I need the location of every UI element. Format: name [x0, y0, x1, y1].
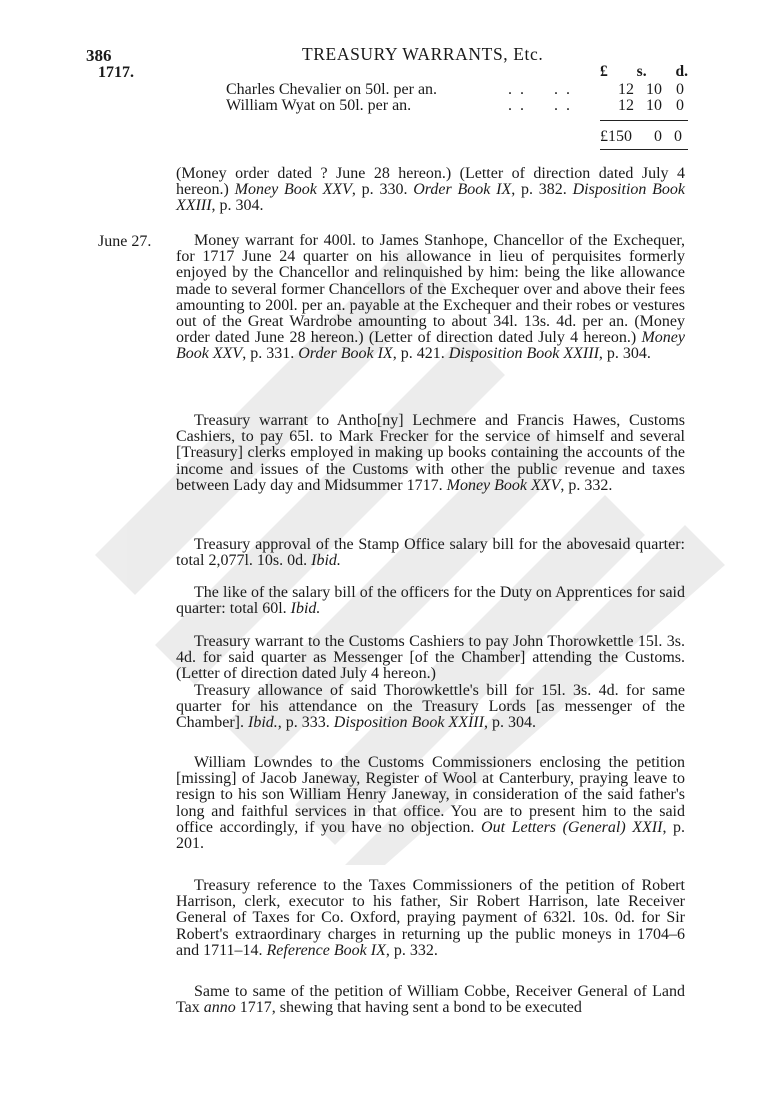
- row-name: William Wyat on 50l. per an.: [226, 97, 412, 114]
- page-ref: , p. 382.: [511, 181, 567, 199]
- total-pence: 0: [674, 128, 682, 145]
- row-pence: 0: [676, 97, 684, 114]
- amount-column-headers: [600, 63, 688, 81]
- book-reference: Ibid.: [290, 600, 321, 618]
- entry-text: 1717, shewing that having sent a bond to be executed: [239, 999, 582, 1017]
- book-reference: Disposition Book XXIII: [448, 345, 599, 363]
- total-shillings: 0: [654, 128, 662, 145]
- book-reference: Order Book IX: [413, 181, 512, 199]
- table-row: [226, 97, 688, 117]
- sum-rule-bottom: [600, 149, 688, 150]
- book-reference: Disposition Book XXIII: [333, 714, 484, 732]
- entry-paragraph: [176, 537, 685, 569]
- page-ref: , p. 304.: [483, 714, 536, 732]
- page-ref: , p. 331.: [242, 345, 295, 363]
- entry-paragraph: [176, 166, 685, 215]
- book-reference: Order Book IX: [298, 345, 393, 363]
- row-shillings: 10: [646, 81, 662, 98]
- row-name: Charles Chevalier on 50l. per an.: [226, 81, 438, 98]
- row-dots: . .: [554, 81, 572, 98]
- entry-text: Treasury warrant to the Customs Cashiers to pay John Thorowkettle 15l. 3s. 4d. for said quarter as Messenger [of the Chamber] attending the Customs. (Letter of direction dated July 4 hereon.): [176, 633, 685, 683]
- page-ref: , p. 330.: [351, 181, 408, 199]
- row-pence: 0: [676, 81, 684, 98]
- page-ref: , p. 421.: [392, 345, 445, 363]
- page-ref: , p. 304.: [211, 197, 264, 215]
- book-reference: Ibid.: [247, 714, 278, 732]
- book-reference: Disposition Book XXIII: [176, 181, 686, 215]
- page-number: 386: [86, 46, 112, 65]
- entry-text: Money warrant for 400l. to James Stanhope, Chancellor of the Exchequer, for 1717 June 24 quarter on his allowance in lieu of perquisites formerly enjoyed by the Chancellor and relinquished by him: being the like allowance made to several former Chancellors of the Exchequer over and above their fees amounting to 200l. per an. payable at the Exchequer and their robes or vestures out of the Great Wardrobe amounting to about 34l. 13s. 4d. per an. (Money order dated June 28 hereon.) (Letter of direction dated July 4 hereon.): [176, 232, 685, 347]
- entry-paragraph: [176, 755, 685, 852]
- entry-text: Treasury allowance of said Thorowkettle's bill for 15l. 3s. 4d. for same quarter for his attendance on the Treasury Lords [as messenger of the Chamber].: [176, 681, 685, 732]
- row-pounds: 12: [618, 81, 634, 98]
- latin-term: anno: [203, 999, 236, 1017]
- book-reference: Money Book XXV: [446, 476, 561, 494]
- entry-paragraph: [176, 984, 685, 1016]
- entry-paragraph: [176, 585, 685, 617]
- book-reference: Money Book XXV: [234, 181, 352, 199]
- page-ref: , p. 201.: [176, 818, 686, 853]
- running-head-title: TREASURY WARRANTS, Etc.: [302, 44, 544, 64]
- row-dots: . .: [508, 81, 526, 98]
- entry-paragraph: [176, 233, 685, 363]
- entry-text: (Money order dated ? June 28 hereon.) (Letter of direction dated July 4 hereon.): [176, 165, 685, 199]
- page-ref: , p. 333.: [277, 714, 330, 732]
- row-pounds: 12: [618, 97, 634, 114]
- book-reference: Out Letters (General) XXII: [481, 818, 663, 836]
- page-ref: , p. 332.: [385, 941, 438, 959]
- col-pounds: £: [600, 63, 608, 80]
- entry-text: The like of the salary bill of the officers for the Duty on Apprentices for said quarter: total 60l.: [176, 584, 685, 618]
- entry-text: Treasury reference to the Taxes Commissioners of the petition of Robert Harrison, clerk, executor to his father, Sir Robert Harrison, late Receiver General of Taxes for Co. Oxford, praying payment of 632l. 10s. 0d. for Sir Robert's extraordinary charges in returning up the public moneys in 1704–6 and 1711–14.: [176, 877, 685, 959]
- entry-text: William Lowndes to the Customs Commissioners enclosing the petition [missing] of Jacob Janeway, Register of Wool at Canterbury, praying leave to resign to his son William Henry Janeway, in consideration of the said father's long and faithful services in that office. You are to present him to the said office accordingly, if you have no objection.: [176, 754, 685, 836]
- entry-text: Same to same of the petition of William Cobbe, Receiver General of Land Tax: [176, 983, 685, 1017]
- col-pence: d.: [675, 63, 688, 80]
- entry-text: Treasury approval of the Stamp Office salary bill for the abovesaid quarter: total 2,077l. 10s. 0d.: [176, 536, 685, 570]
- row-dots: . .: [554, 97, 572, 114]
- entry-paragraph: [176, 413, 685, 494]
- entry-text: Treasury warrant to Antho[ny] Lechmere and Francis Hawes, Customs Cashiers, to pay 65l. to Mark Frecker for the service of himself and several [Treasury] clerks employed in making up books containing the accounts of the income and issues of the Customs with other the public revenue and taxes between Lady day and Midsummer 1717.: [176, 412, 685, 494]
- page-ref: , p. 304.: [598, 345, 651, 363]
- entry-paragraph: [176, 634, 685, 731]
- total-pounds: £150: [600, 128, 632, 145]
- book-reference: Ibid.: [311, 552, 341, 570]
- row-shillings: 10: [646, 97, 662, 114]
- entry-paragraph: [176, 878, 685, 959]
- book-reference: Money Book XXV: [176, 329, 685, 363]
- row-dots: . .: [508, 97, 526, 114]
- margin-date: June 27.: [98, 233, 152, 250]
- page-ref: , p. 332.: [560, 476, 613, 494]
- sum-rule-top: [600, 120, 688, 121]
- col-shillings: s.: [636, 63, 647, 80]
- book-reference: Reference Book IX: [266, 941, 386, 959]
- margin-year: 1717.: [98, 64, 134, 81]
